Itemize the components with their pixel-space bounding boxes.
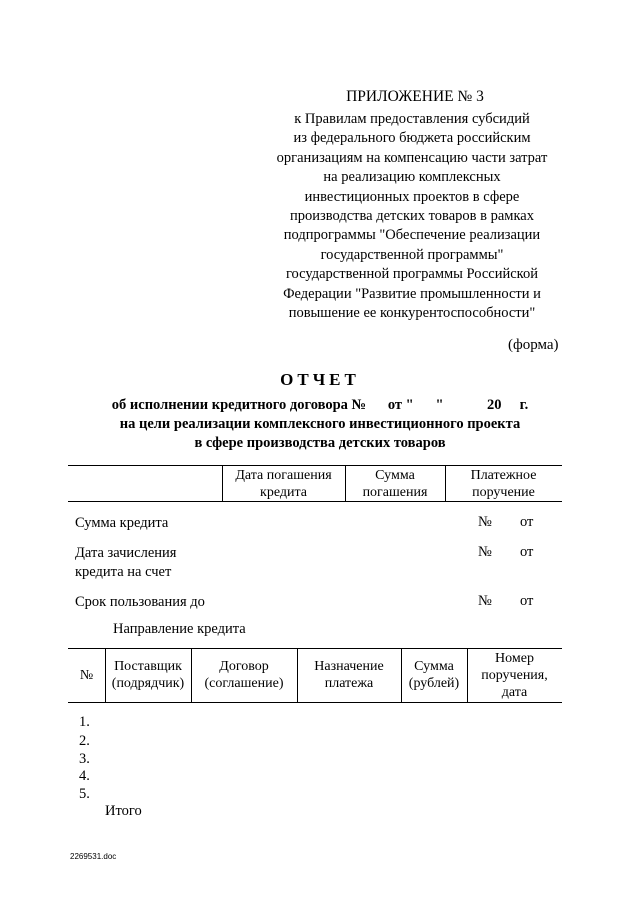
list-item: 3. <box>79 751 90 767</box>
header-text: поручения, <box>481 668 548 683</box>
header-text: поручение <box>472 485 535 500</box>
credit-row-label <box>75 544 176 582</box>
appendix-line: инвестиционных проектов в сфере <box>304 188 520 205</box>
direction-header-supplier <box>105 658 191 692</box>
appendix-line: государственной программы Российской <box>285 266 539 283</box>
list-item: 5. <box>79 786 90 802</box>
header-text: (подрядчик) <box>111 676 185 691</box>
header-text: платежа <box>324 676 374 691</box>
appendix-line: государственной программы" <box>320 246 504 263</box>
direction-header-number <box>68 667 105 684</box>
appendix-text <box>262 110 562 323</box>
appendix-line: к Правилам предоставления субсидий <box>294 111 530 127</box>
direction-title: Направление кредита <box>113 621 246 637</box>
credit-header-repayment-sum <box>345 467 445 501</box>
list-item: 4. <box>79 768 90 784</box>
credit-row-from: от <box>520 593 534 609</box>
row-label-text: Сумма кредита <box>75 515 169 531</box>
appendix-line: Федерации "Развитие промышленности и <box>283 285 541 302</box>
credit-table-top-border <box>68 465 562 466</box>
appendix-line: производства детских товаров в рамках <box>290 208 534 225</box>
list-item: 1. <box>79 714 90 730</box>
form-note: (форма) <box>508 337 559 353</box>
credit-row-number: № <box>478 514 492 530</box>
direction-header-contract <box>191 658 297 692</box>
credit-row-from: от <box>520 544 534 560</box>
credit-row-number: № <box>478 593 492 609</box>
direction-table-header-border <box>68 702 562 703</box>
subtitle-line: в сфере производства детских товаров <box>194 435 446 451</box>
subtitle-line: об исполнении кредитного договора № от " " 20 г. <box>111 397 529 413</box>
appendix-line: на реализацию комплексных <box>323 169 501 186</box>
appendix-line: из федерального бюджета российским <box>293 130 531 147</box>
header-text: (соглашение) <box>204 676 284 691</box>
credit-table-header-border <box>68 501 562 502</box>
credit-row-label <box>75 593 205 612</box>
header-text: кредита <box>260 485 307 500</box>
direction-header-purpose <box>297 658 401 692</box>
row-label-text: Срок пользования до <box>75 594 205 610</box>
subtitle-line: на цели реализации комплексного инвестиционного проекта <box>119 416 521 432</box>
header-text: дата <box>501 685 528 700</box>
credit-row-number: № <box>478 544 492 560</box>
list-item: 2. <box>79 733 90 749</box>
report-subtitle <box>40 396 600 453</box>
appendix-line: повышение ее конкурентоспособности" <box>288 305 536 322</box>
credit-row-label <box>75 514 168 533</box>
footer-filename: 2269531.doc <box>70 852 117 861</box>
direction-header-order <box>467 650 562 701</box>
appendix-title: ПРИЛОЖЕНИЕ № 3 <box>346 88 484 105</box>
appendix-line: организациям на компенсацию части затрат <box>276 149 548 166</box>
credit-header-payment-order <box>445 467 562 501</box>
header-text: (рублей) <box>408 676 460 691</box>
header-text: Номер <box>495 651 534 666</box>
row-label-text: кредита на счет <box>75 564 172 580</box>
credit-header-repayment-date <box>222 467 345 501</box>
header-text: Сумма <box>414 659 454 674</box>
header-text: Назначение <box>314 659 384 674</box>
header-text: № <box>79 668 94 683</box>
appendix-line: подпрограммы "Обеспечение реализации <box>283 227 541 244</box>
header-text: погашения <box>362 485 428 500</box>
header-text: Сумма <box>375 468 415 483</box>
direction-header-sum <box>401 658 467 692</box>
header-text: Договор <box>219 659 269 674</box>
report-title: ОТЧЕТ <box>280 370 360 389</box>
total-label: Итого <box>105 803 142 819</box>
credit-row-from: от <box>520 514 534 530</box>
header-text: Платежное <box>470 468 537 483</box>
direction-table-top-border <box>68 648 562 649</box>
header-text: Поставщик <box>114 659 182 674</box>
row-label-text: Дата зачисления <box>75 545 177 561</box>
header-text: Дата погашения <box>235 468 332 483</box>
